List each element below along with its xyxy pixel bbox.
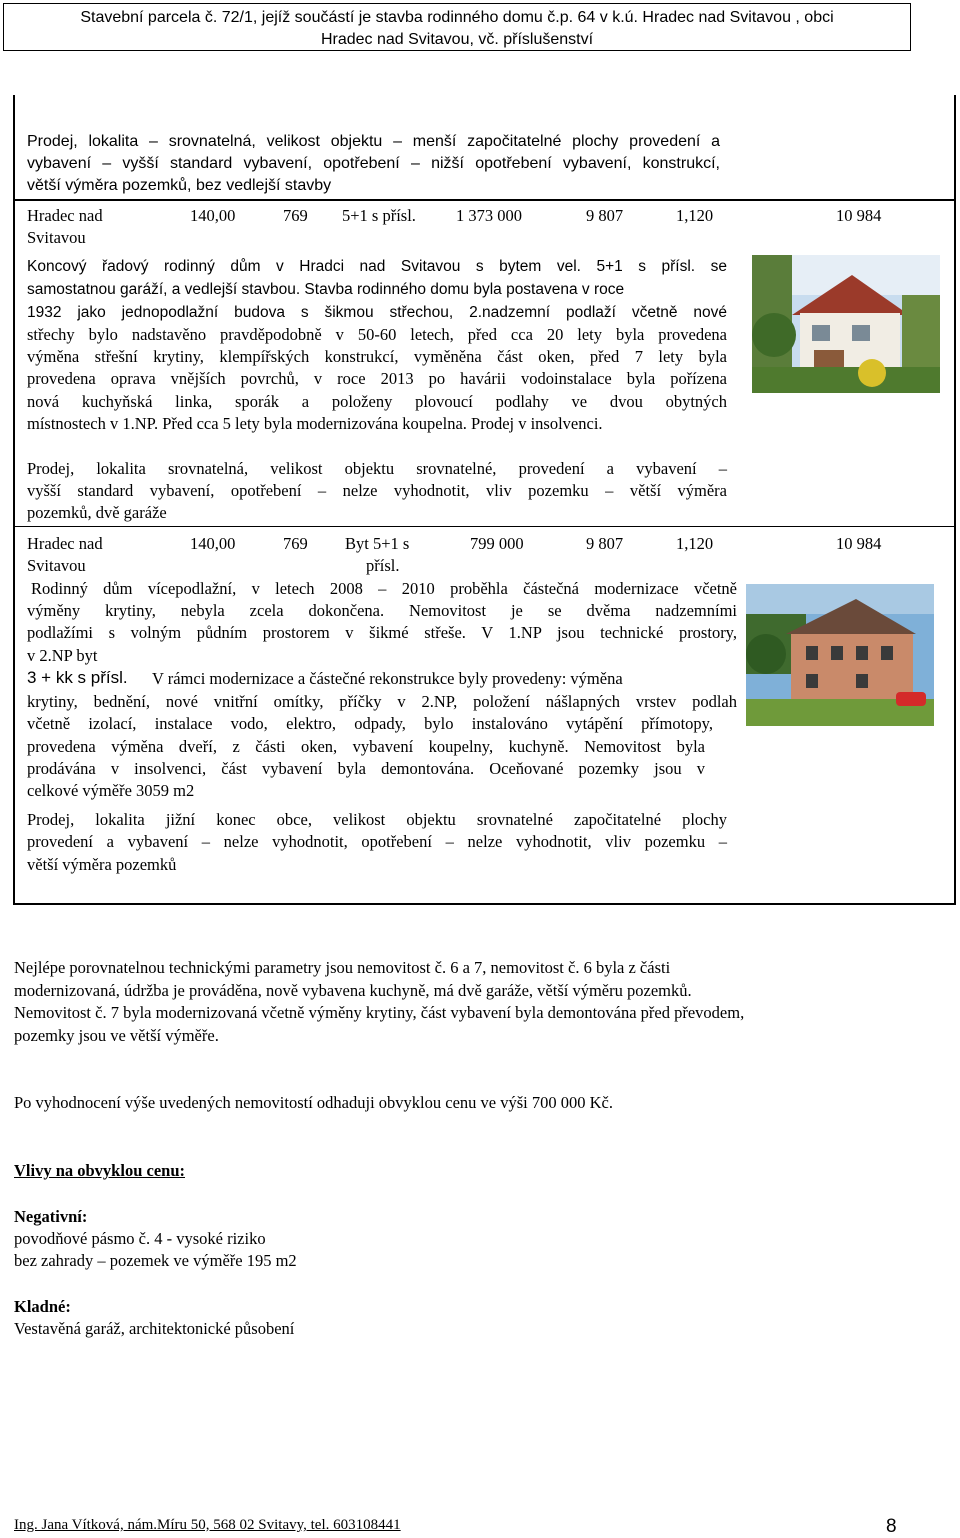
row6-type: 5+1 s přísl. (342, 206, 416, 225)
block1-line: vybavení – vyšší standard vybavení, opotřebení – nižší opotřebení vybavení, konstrukcí, (27, 155, 720, 172)
row6-adjusted-price: 10 984 (836, 206, 882, 225)
page-number: 8 (886, 1516, 897, 1537)
house-photo-7 (746, 584, 934, 726)
block1-line: Prodej, lokalita – srovnatelná, velikost objektu – menší započitatelné plochy provedení a (27, 133, 720, 150)
row7-price: 799 000 (470, 534, 524, 553)
row7-evaluation: větší výměra pozemků (27, 855, 177, 874)
row7-type-2: přísl. (366, 556, 400, 575)
desc-line: místnostech v 1.NP. Před cca 5 lety byla modernizována koupelna. Prodej v insolvenci. (27, 414, 603, 433)
row6-number: 769 (283, 206, 308, 225)
positive-label: Kladné: (14, 1297, 71, 1316)
desc-apartment-type: 3 + kk s přísl. (27, 668, 128, 687)
summary-line: Nemovitost č. 7 byla modernizovaná včetně výměny krytiny, část vybavení byla demontována před převodem, (14, 1003, 745, 1022)
document-header (3, 3, 911, 51)
house-photo-6 (752, 255, 940, 393)
desc-line: V rámci modernizace a částečné rekonstrukce byly provedeny: výměna (152, 669, 623, 688)
row7-coefficient: 1,120 (676, 534, 714, 553)
desc-line: provedena oprava vnějších povrchů, v roce 2013 po havárii vodoinstalace byla pořízena (27, 369, 727, 388)
row7-area: 140,00 (190, 534, 236, 553)
summary-line: modernizovaná, údržba je prováděna, nově vybavena kuchyně, má dvě garáže, větší výměru pozemků. (14, 981, 692, 1000)
header-line-1: Stavební parcela č. 72/1, jejíž součástí je stavba rodinného domu č.p. 64 v k.ú. Hradec nad Svitavou , obci (80, 9, 834, 26)
row7-unit-price: 9 807 (586, 534, 624, 553)
row6-place: Hradec nad (27, 206, 103, 225)
positive-item: Vestavěná garáž, architektonické působení (14, 1319, 295, 1338)
row7-evaluation: provedení a vybavení – nelze vyhodnotit, opotřebení – nelze vyhodnotit, vliv pozemku – (27, 832, 727, 851)
row6-coefficient: 1,120 (676, 206, 714, 225)
row7-evaluation: Prodej, lokalita jižní konec obce, velikost objektu srovnatelné započitatelné plochy (27, 810, 727, 829)
row6-price: 1 373 000 (456, 206, 522, 225)
row6-evaluation: Prodej, lokalita srovnatelná, velikost objektu srovnatelné, provedení a vybavení – (27, 459, 727, 478)
influences-title: Vlivy na obvyklou cenu: (14, 1161, 185, 1180)
desc-line: nová kuchyňská linka, sporák a položeny plovoucí podlahy ve dvou obytných (27, 392, 727, 411)
desc-line: Rodinný dům vícepodlažní, v letech 2008 – 2010 proběhla částečná modernizace včetně (31, 579, 737, 598)
row6-place-2: Svitavou (27, 228, 86, 247)
desc-line: 1932 jako jednopodlažní budova s šikmou střechou, 2.nadzemní podlaží včetně nové (27, 304, 727, 321)
desc-line: výměny krytiny, nebyla zcela dokončena. Nemovitost je se dvěma nadzemními (27, 601, 737, 620)
row6-unit-price: 9 807 (586, 206, 624, 225)
row7-place: Hradec nad (27, 534, 103, 553)
summary-line: pozemky jsou ve větší výměře. (14, 1026, 219, 1045)
desc-line: včetně izolací, instalace vodo, elektro, odpady, bylo instalováno vytápění přímotopy, (27, 714, 713, 733)
desc-line: výměna střešní krytiny, klempířských konstrukcí, vyměněna část oken, před 7 lety byla (27, 347, 727, 366)
row7-type: Byt 5+1 s (345, 534, 410, 553)
row7-place-2: Svitavou (27, 556, 86, 575)
desc-line: celkové výměře 3059 m2 (27, 781, 195, 800)
row-divider (13, 199, 956, 201)
desc-line: prodávána v insolvenci, část vybavení byla demontována. Oceňované pozemky jsou v (27, 759, 705, 778)
block1-line: větší výměra pozemků, bez vedlejší stavby (27, 177, 332, 194)
negative-label: Negativní: (14, 1207, 88, 1226)
desc-line: v 2.NP byt (27, 646, 98, 665)
summary-line: Nejlépe porovnatelnou technickými parametry jsou nemovitost č. 6 a 7, nemovitost č. 6 byla z části (14, 958, 671, 977)
header-line-2: Hradec nad Svitavou, vč. příslušenství (320, 31, 594, 48)
desc-line: Koncový řadový rodinný dům v Hradci nad Svitavou s bytem vel. 5+1 s přísl. se (27, 258, 727, 275)
row-divider (13, 526, 956, 527)
desc-line: provedena výměna dveří, z části oken, vybavení koupelny, kuchyně. Nemovitost byla (27, 737, 705, 756)
row6-area: 140,00 (190, 206, 236, 225)
desc-line: krytiny, bednění, nové vnitřní omítky, příčky v 2.NP, položení nášlapných vrstev podlah (27, 692, 737, 711)
desc-line: střechy bylo nadstavěno pravděpodobně v 50-60 letech, před cca 20 lety byla provedena (27, 325, 727, 344)
desc-line: podlažími s volným půdním prostorem v šikmé střeše. V 1.NP jsou technické prostory, (27, 623, 737, 642)
desc-line: samostatnou garáží, a vedlejší stavbou. Stavba rodinného domu byla postavena v roce (27, 281, 625, 298)
conclusion-text: Po vyhodnocení výše uvedených nemovitostí odhaduji obvyklou cenu ve výši 700 000 Kč. (14, 1093, 613, 1112)
row7-number: 769 (283, 534, 308, 553)
row6-evaluation: pozemků, dvě garáže (27, 503, 167, 522)
negative-item: bez zahrady – pozemek ve výměře 195 m2 (14, 1251, 297, 1270)
row6-evaluation: vyšší standard vybavení, opotřebení – nelze vyhodnotit, vliv pozemku – větší výměra (27, 481, 727, 500)
negative-item: povodňové pásmo č. 4 - vysoké riziko (14, 1229, 266, 1248)
row7-adjusted-price: 10 984 (836, 534, 882, 553)
footer-author: Ing. Jana Vítková, nám.Míru 50, 568 02 Svitavy, tel. 603108441 (14, 1517, 401, 1533)
